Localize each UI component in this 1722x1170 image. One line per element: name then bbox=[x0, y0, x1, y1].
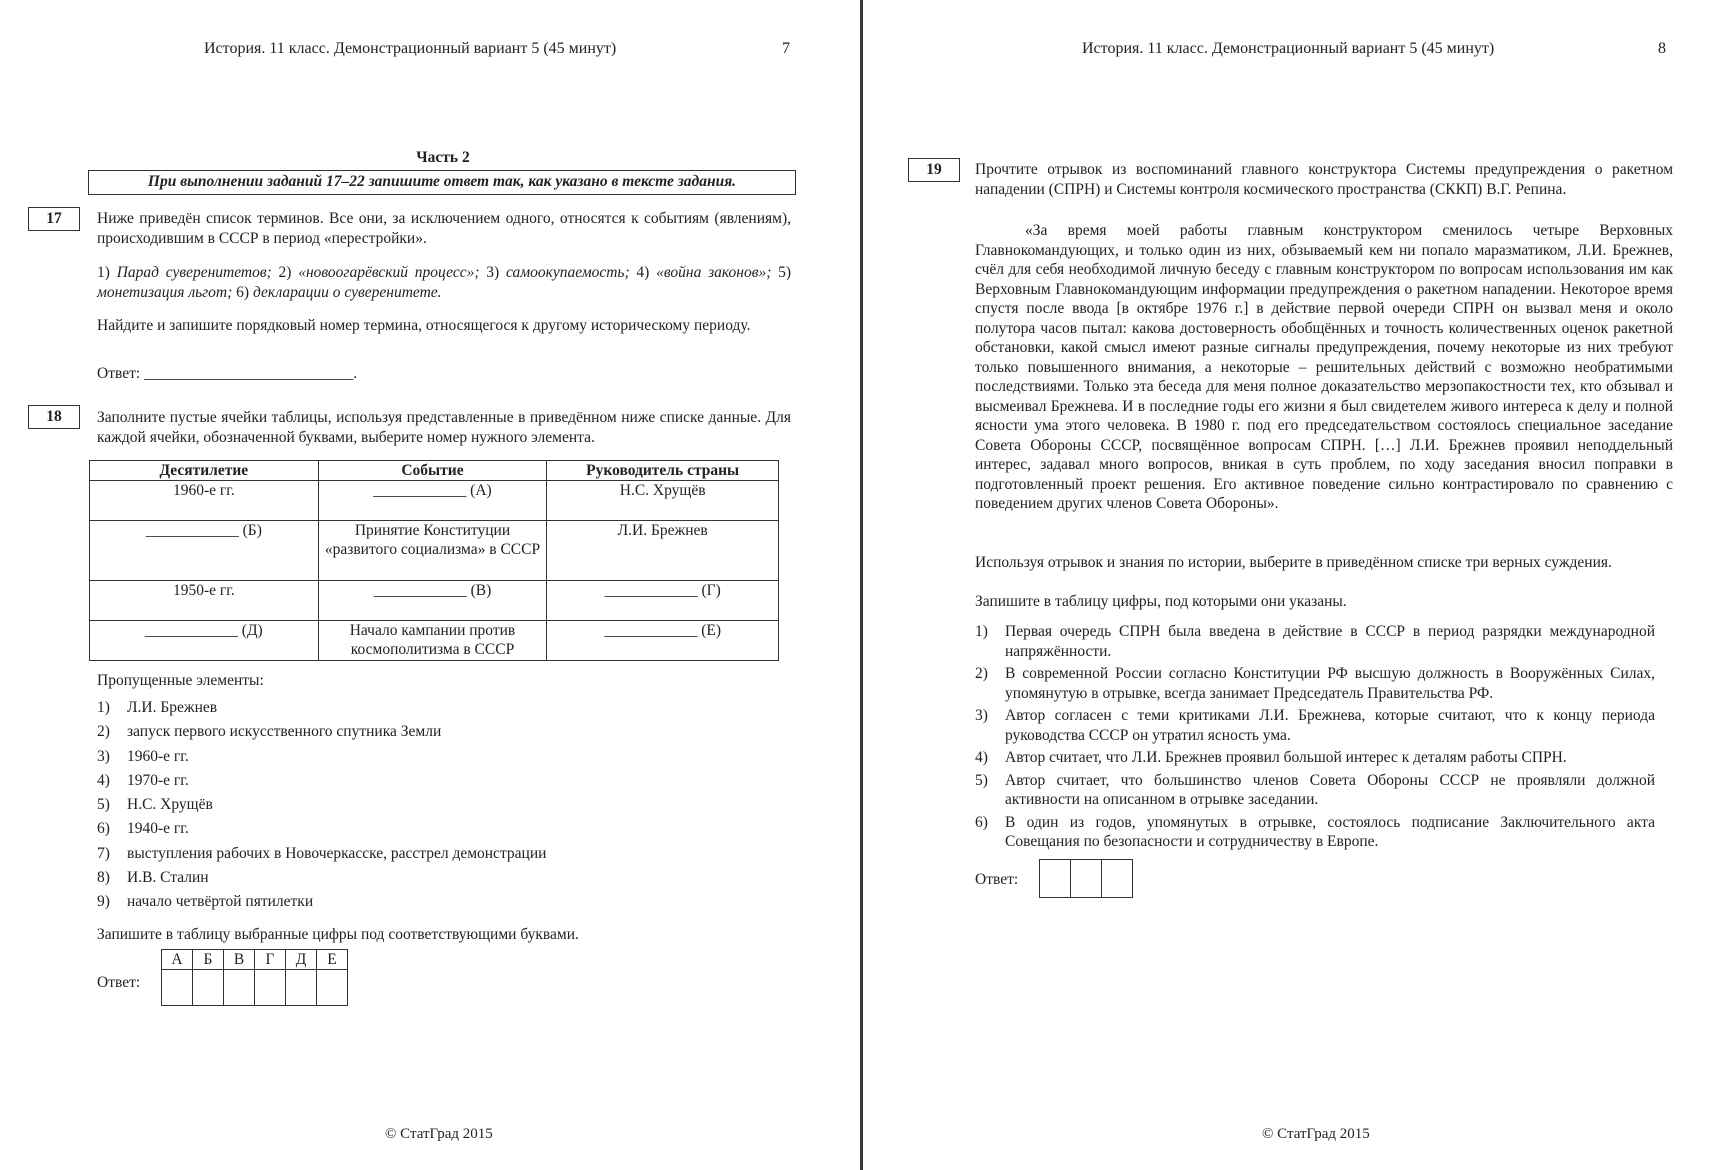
page-divider bbox=[860, 0, 863, 1170]
answer-letter: Е bbox=[317, 950, 348, 970]
page-footer: © СтатГрад 2015 bbox=[1262, 1126, 1370, 1142]
answer-grid-inputs bbox=[1040, 860, 1133, 898]
list-item: 4) Автор считает, что Л.И. Брежнев проявил большой интерес к деталям работы СПРН. bbox=[975, 749, 1567, 766]
page-number: 7 bbox=[782, 40, 790, 57]
question-number-18: 18 bbox=[28, 405, 80, 429]
answer-letter: В bbox=[224, 950, 255, 970]
page-footer: © СтатГрад 2015 bbox=[385, 1126, 493, 1142]
table-cell: 1950-е гг. bbox=[90, 581, 319, 621]
table-cell: Начало кампании против космополитизма в СССР bbox=[318, 621, 547, 661]
answer-letter: Д bbox=[286, 950, 317, 970]
missing-elements-label: Пропущенные элементы: bbox=[97, 672, 264, 689]
answer-cell-3[interactable] bbox=[1102, 860, 1133, 898]
table-row bbox=[90, 581, 779, 621]
q17-answer-field[interactable]: Ответ: ___________________________. bbox=[97, 365, 358, 382]
page-header-title: История. 11 класс. Демонстрационный вариант 5 (45 минут) bbox=[204, 40, 617, 57]
table-cell-blank-d[interactable]: ____________ (Д) bbox=[90, 621, 319, 661]
list-item: 2) запуск первого искусственного спутника Земли bbox=[97, 723, 442, 741]
question-number-17: 17 bbox=[28, 207, 80, 231]
q19-answer-grid bbox=[1039, 859, 1133, 898]
page-left bbox=[0, 0, 860, 1170]
term-4: «война законов»; bbox=[656, 264, 772, 281]
answer-cell-a[interactable] bbox=[162, 970, 193, 1006]
q17-terms: 1) Парад суверенитетов; 2) «новоогарёвский процесс»; 3) самоокупаемость; 4) «война законов»; 5) монетизация льгот; 6) декларации о суверенитете. bbox=[97, 264, 792, 301]
q18-answer-label: Ответ: bbox=[97, 974, 141, 991]
term-3: самоокупаемость; bbox=[505, 264, 630, 281]
table-cell: Н.С. Хрущёв bbox=[547, 481, 779, 521]
q19-answer-label: Ответ: bbox=[975, 871, 1019, 888]
table-cell-blank-v[interactable]: ____________ (В) bbox=[318, 581, 547, 621]
q19-intro: Прочтите отрывок из воспоминаний главного конструктора Системы предупреждения о ракетном нападении (СПРН) и Системы контроля космического пространства (СККП) В.Г. Репина. bbox=[975, 161, 1673, 198]
answer-cell-v[interactable] bbox=[224, 970, 255, 1006]
answer-cell-e[interactable] bbox=[317, 970, 348, 1006]
table-cell-blank-g[interactable]: ____________ (Г) bbox=[547, 581, 779, 621]
table-row bbox=[90, 521, 779, 581]
answer-grid-inputs bbox=[162, 970, 348, 1006]
list-item: 3) Автор согласен с теми критиками Л.И. Брежнева, которые считают, что к концу периода руководства СССР он утратил ясность ума. bbox=[975, 707, 1655, 744]
q17-text: Ниже приведён список терминов. Все они, за исключением одного, относятся к событиям (явлениям), происходившим в СССР в период «перестройки». bbox=[97, 210, 791, 247]
list-item: 9) начало четвёртой пятилетки bbox=[97, 893, 314, 911]
answer-letter: Г bbox=[255, 950, 286, 970]
page-header-title: История. 11 класс. Демонстрационный вариант 5 (45 минут) bbox=[1082, 40, 1495, 57]
table-header: Десятилетие bbox=[90, 461, 319, 481]
term-6: декларации о суверенитете. bbox=[252, 283, 442, 301]
table-row bbox=[90, 621, 779, 661]
list-item: 4) 1970-е гг. bbox=[97, 771, 189, 789]
q18-text: Заполните пустые ячейки таблицы, используя представленные в приведённом ниже списке данные. Для каждой ячейки, обозначенной буквами, выберите номер нужного элемента. bbox=[97, 409, 791, 446]
table-cell: 1960-е гг. bbox=[90, 481, 319, 521]
q19-quote: «За время моей работы главным конструктором сменилось четыре Верховных Главнокомандующих, и только один из них, обзываемый кем ни попало маразматиком, Л.И. Брежнев, счёл для себя необходимой личную беседу с главным конструктором по вопросам использования им как Верховным Главнокомандующим информации предупреждения о ракетном нападении. Некоторое время спустя после ввода [в октябре 1976 г.] в действие первой очереди СПРН он вызвал меня и около полутора часов пытал: какова достоверность обобщённых и точность количественных оценок ракетной обстановки, какой смысл имеют разные сигналы предупреждения, почему некоторые из них требуют только повышенного внимания, а некоторые – решительных действий с возможно необратимыми последствиями. Только эта беседа для меня полное доказательство мерзопакостности тех, кто обзывал и высмеивал Брежнева. И в последние годы его жизни я был свидетелем живого интереса к делу и полной ясности ума этого человека. В 1980 г. под его председательством состоялось специальное заседание Совета Обороны СССР, посвящённое вопросам СПРН. […] Л.И. Брежнев проявил неподдельный интерес, задавал много вопросов, вникая в суть проблем, по ходу заседания вносил поправки в подготовленный проект решения. Его активное поведение сильно контрастировало по сравнению с поведением других членов Совета Обороны». bbox=[975, 222, 1673, 512]
list-item: 5) Н.С. Хрущёв bbox=[97, 796, 213, 814]
page-number: 8 bbox=[1658, 40, 1666, 57]
list-item: 1) Первая очередь СПРН была введена в действие в СССР в период разрядки международной напряжённости. bbox=[975, 623, 1655, 660]
list-item: 6) В один из годов, упомянутых в отрывке, состоялось подписание Заключительного акта Совещания по безопасности и сотрудничеству в Европе. bbox=[975, 813, 1655, 850]
table-header: Руководитель страны bbox=[547, 461, 779, 481]
list-item: 6) 1940-е гг. bbox=[97, 820, 189, 838]
term-2: «новоогарёвский процесс»; bbox=[298, 264, 480, 281]
list-item: 8) И.В. Сталин bbox=[97, 869, 209, 887]
answer-cell-d[interactable] bbox=[286, 970, 317, 1006]
table-cell-blank-b[interactable]: ____________ (Б) bbox=[90, 521, 319, 581]
missing-elements-list bbox=[97, 696, 787, 915]
q19-options-list bbox=[975, 622, 1655, 852]
answer-cell-b[interactable] bbox=[193, 970, 224, 1006]
table-cell: Л.И. Брежнев bbox=[547, 521, 779, 581]
list-item: 7) выступления рабочих в Новочеркасске, расстрел демонстрации bbox=[97, 844, 547, 862]
list-item: 5) Автор считает, что большинство членов Совета Обороны СССР не проявляли должной активности на описанном в отрывке заседании. bbox=[975, 771, 1655, 808]
answer-cell-g[interactable] bbox=[255, 970, 286, 1006]
table-cell: Принятие Конституции «развитого социализма» в СССР bbox=[318, 521, 547, 581]
part-instruction: При выполнении заданий 17–22 запишите ответ так, как указано в тексте задания. bbox=[88, 170, 796, 195]
q19-task: Используя отрывок и знания по истории, выберите в приведённом списке три верных суждения. bbox=[975, 554, 1612, 571]
list-item: 2) В современной России согласно Конституции РФ высшую должность в Вооружённых Силах, упомянутую в отрывке, всегда занимает Председатель Правительства РФ. bbox=[975, 665, 1655, 702]
answer-cell-1[interactable] bbox=[1040, 860, 1071, 898]
list-item: 1) Л.И. Брежнев bbox=[97, 699, 218, 716]
table-row bbox=[90, 481, 779, 521]
q17-task: Найдите и запишите порядковый номер термина, относящегося к другому историческому периоду. bbox=[97, 317, 751, 334]
question-number-19: 19 bbox=[908, 158, 960, 182]
page-right bbox=[864, 0, 1722, 1170]
term-5: монетизация льгот; bbox=[97, 283, 233, 301]
list-item: 3) 1960-е гг. bbox=[97, 747, 189, 765]
part-title: Часть 2 bbox=[416, 149, 470, 166]
q18-answer-grid bbox=[161, 949, 348, 1006]
answer-letter: А bbox=[162, 950, 193, 970]
q18-table bbox=[89, 460, 779, 661]
answer-grid-letters bbox=[162, 950, 348, 970]
q19-task-write: Запишите в таблицу цифры, под которыми они указаны. bbox=[975, 593, 1347, 610]
table-header: Событие bbox=[318, 461, 547, 481]
answer-letter: Б bbox=[193, 950, 224, 970]
term-1: Парад суверенитетов; bbox=[116, 264, 272, 281]
answer-cell-2[interactable] bbox=[1071, 860, 1102, 898]
table-cell-blank-a[interactable]: ____________ (А) bbox=[318, 481, 547, 521]
q18-write-instruction: Запишите в таблицу выбранные цифры под соответствующими буквами. bbox=[97, 926, 579, 943]
table-cell-blank-e[interactable]: ____________ (Е) bbox=[547, 621, 779, 661]
table-header-row bbox=[90, 461, 779, 481]
